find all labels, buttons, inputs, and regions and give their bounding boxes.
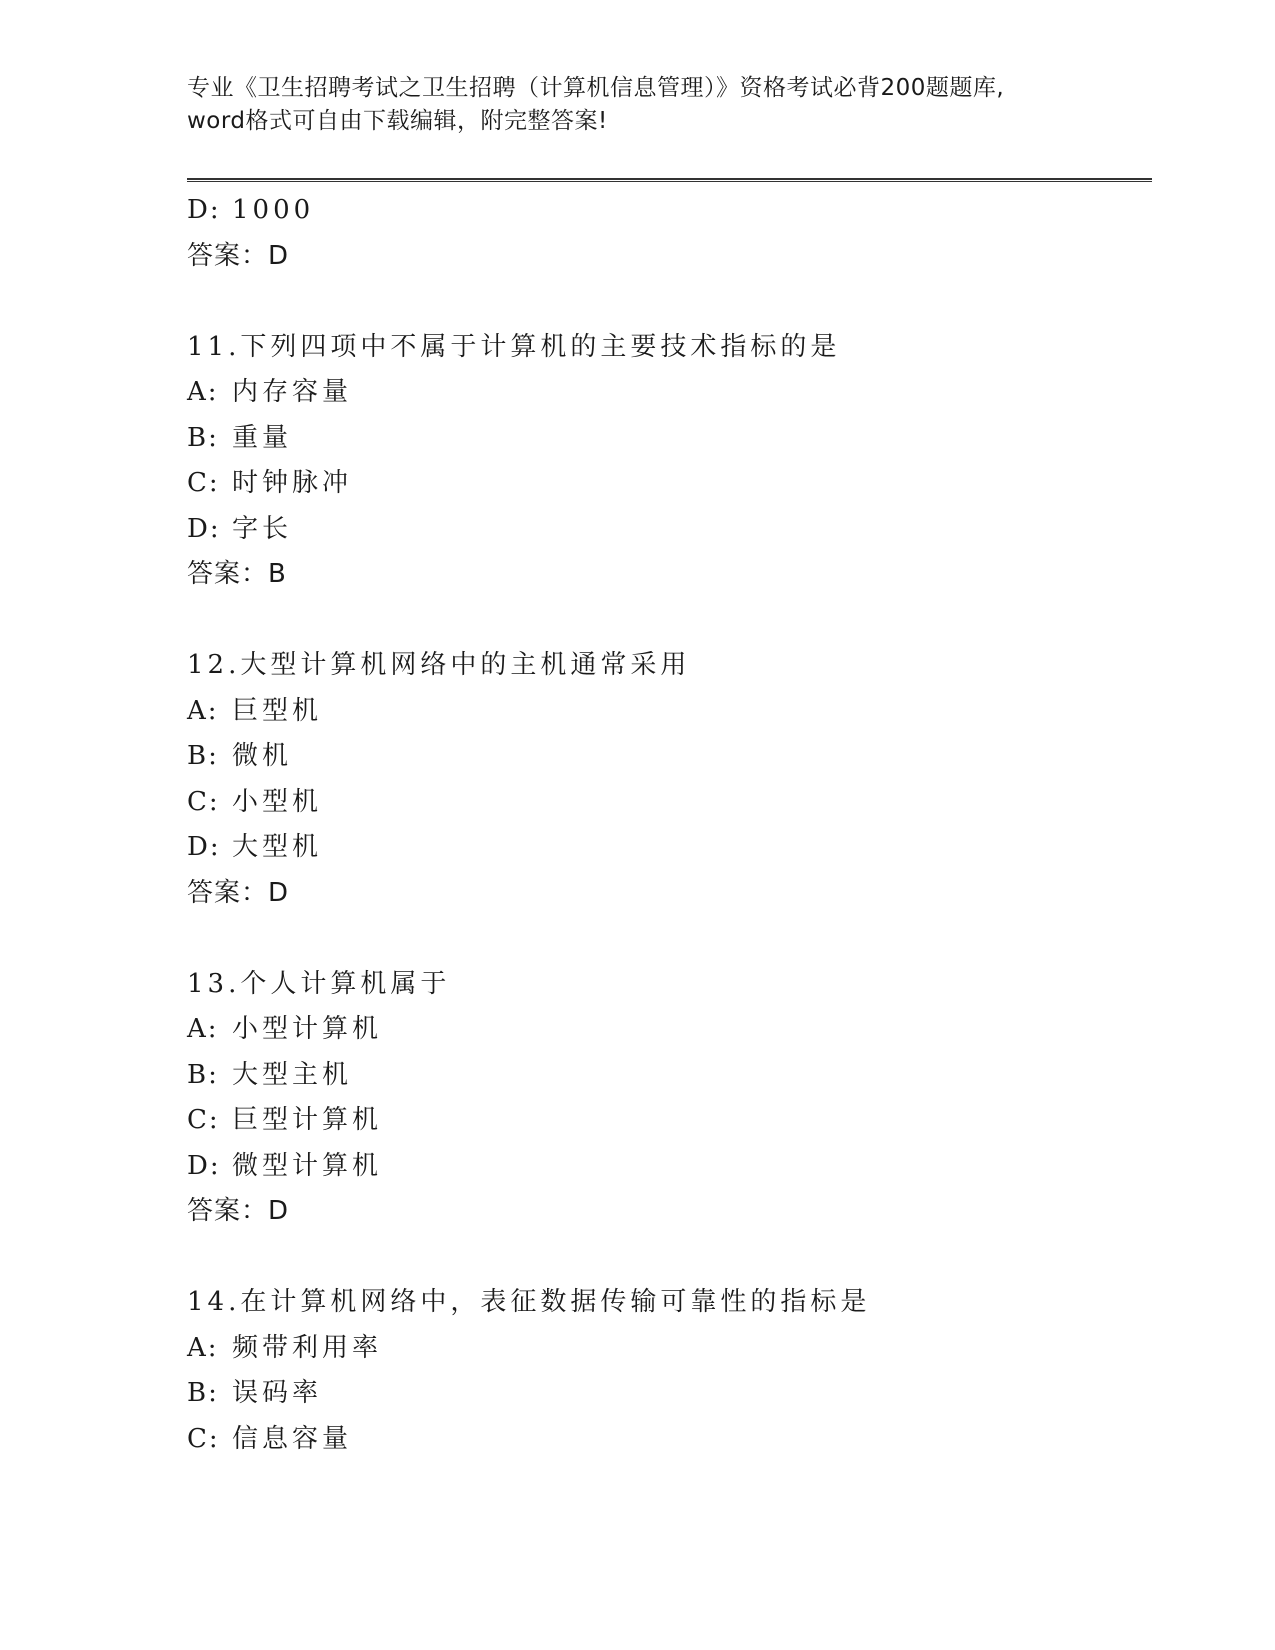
option-text: 频带利用率: [232, 1332, 383, 1363]
option-label: A:: [187, 695, 219, 726]
option-label: D:: [187, 195, 221, 225]
option-d: [187, 507, 1152, 553]
option-text: 时钟脉冲: [232, 468, 353, 498]
option-text: 巨型机: [232, 695, 323, 726]
option-label: A:: [187, 1332, 219, 1363]
option-label: D:: [187, 832, 221, 862]
answer-line: 答案：D: [187, 877, 290, 908]
option-text: 误码率: [232, 1378, 323, 1408]
option-label: B:: [187, 741, 219, 771]
option-b: [187, 1371, 1152, 1417]
question-stem: 12.大型计算机网络中的主机通常采用: [187, 650, 691, 680]
answer-line: 答案：D: [187, 1196, 290, 1226]
option-label: C:: [187, 786, 220, 817]
option-b: [187, 1053, 1152, 1099]
option-label: D:: [187, 1150, 221, 1181]
option-label: B:: [187, 1059, 219, 1090]
option-a: [187, 1007, 1152, 1053]
option-text: 小型计算机: [232, 1014, 383, 1044]
option-a: [187, 1326, 1152, 1372]
option-label: C:: [187, 1105, 220, 1135]
option-text: 内存容量: [232, 377, 353, 407]
option-text: 巨型计算机: [232, 1105, 383, 1135]
option-text: 字长: [232, 513, 293, 544]
option-text: 微型计算机: [232, 1150, 383, 1181]
document-page: [187, 0, 1152, 1650]
option-text: 大型机: [232, 832, 323, 862]
option-label: D:: [187, 513, 221, 544]
question-stem: 11.下列四项中不属于计算机的主要技术指标的是: [187, 331, 841, 362]
question-stem: 13.个人计算机属于: [187, 968, 451, 999]
option-b: [187, 416, 1152, 462]
option-label: A:: [187, 1014, 219, 1044]
option-text: 1000: [232, 195, 315, 225]
option-d: [187, 1144, 1152, 1190]
option-a: [187, 370, 1152, 416]
document-header: [187, 72, 1087, 138]
option-b: [187, 734, 1152, 780]
option-label: C:: [187, 1423, 220, 1454]
answer-line: 答案：B: [187, 559, 287, 589]
option-label: C:: [187, 468, 220, 498]
option-label: B:: [187, 1378, 219, 1408]
header-line-1: 专业《卫生招聘考试之卫生招聘（计算机信息管理）》资格考试必背200题题库,: [187, 75, 1005, 101]
question-stem: 14.在计算机网络中，表征数据传输可靠性的指标是: [187, 1287, 871, 1317]
option-a: [187, 689, 1152, 735]
header-line-2: word格式可自由下载编辑，附完整答案!: [187, 108, 608, 134]
option-text: 重量: [232, 422, 293, 453]
option-text: 大型主机: [232, 1059, 353, 1090]
option-c: [187, 1417, 1152, 1463]
option-label: A:: [187, 377, 219, 407]
header-divider: [187, 178, 1152, 182]
option-text: 信息容量: [232, 1423, 353, 1454]
option-text: 小型机: [232, 786, 323, 817]
option-c: [187, 461, 1152, 507]
option-text: 微机: [232, 741, 293, 771]
option-c: [187, 1098, 1152, 1144]
option-d: [187, 188, 1152, 234]
option-c: [187, 780, 1152, 826]
answer-line: 答案：D: [187, 240, 290, 271]
option-label: B:: [187, 422, 219, 453]
question-list: [187, 188, 1152, 1462]
option-d: [187, 825, 1152, 871]
